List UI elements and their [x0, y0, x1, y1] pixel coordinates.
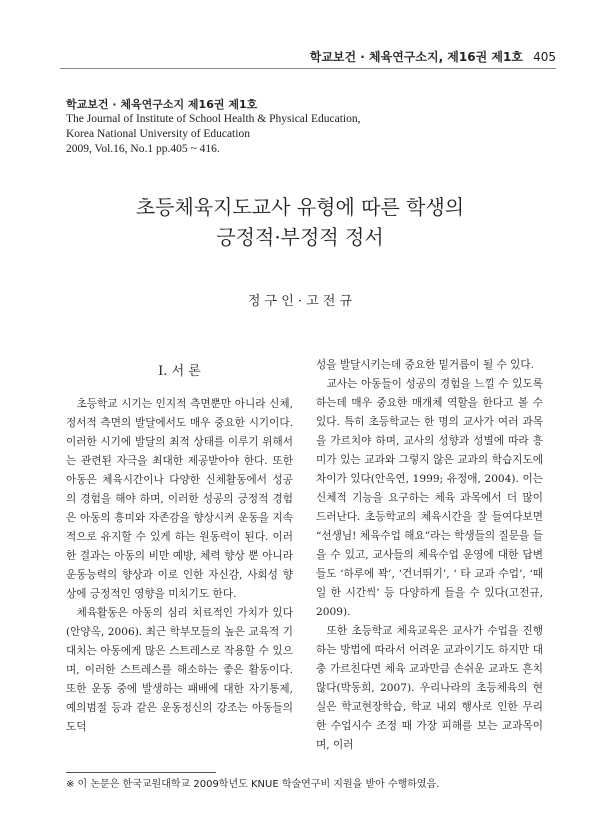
footnote: ※ 이 논문은 한국교원대학교 2009학년도 KNUE 학술연구비 지원을 받아 수행하였음. — [66, 779, 440, 790]
left-paragraph-2: 체육활동은 아동의 심리 치료적인 가치가 있다(안양옥, 2006). 최근 학부모들의 높은 교육적 기대치는 아동에게 많은 스트레스로 작용할 수 있으며, 이러한 스트레스를 해소하는 좋은 활동이다. 또한 운동 중에 발생하는 패배에 대한 자기통제, 예의범절 등과 같은 운동정신의 강조는 아동들의 도덕 — [66, 607, 293, 733]
right-column — [316, 356, 543, 755]
paper-title-line2: 긍정적·부정적 정서 — [216, 225, 384, 249]
paper-title-line1: 초등체육지도교사 유형에 따른 학생의 — [135, 195, 465, 219]
journal-info — [66, 97, 360, 157]
section-heading: Ⅰ. 서 론 — [158, 364, 201, 379]
header-divider — [60, 68, 556, 69]
authors: 정 구 인 · 고 전 규 — [247, 294, 353, 309]
paper-title — [0, 192, 600, 252]
journal-info-english-line1: The Journal of Institute of School Health & Physical Education, — [66, 113, 361, 125]
left-column — [66, 360, 293, 737]
right-paragraph-2: 교사는 아동들이 성공의 경험을 느낄 수 있도록 하는데 매우 중요한 매개체 역할을 한다고 볼 수 있다. 특히 초등학교는 한 명의 교사가 여러 과목을 가르치야 하며, 교사의 성향과 성별에 따라 흥미가 있는 교과와 그렇지 않은 교과의 학습지도에 차이가 있다(안옥연, 1999; 유정애, 2004). 이는 신체적 기능을 요구하는 체육 과목에서 더 많이 드러난다. 초등학교의 체육시간을 잘 들여다보면 “선생님! 체육수업 해요”라는 학생들의 질문을 들을 수 있고, 교사들의 체육수업 운영에 대한 답변들도 ‘하루에 꽉’, ‘건너뛰기’, ‘ 타 교과 수업’, ‘때일 한 시간씩’ 등 다양하게 들을 수 있다(고전규, 2009). — [316, 378, 543, 618]
running-header — [310, 48, 556, 65]
running-header-journal: 학교보건 · 체육연구소지, 제16권 제1호 — [309, 50, 523, 64]
left-paragraph-1: 초등학교 시기는 인지적 측면뿐만 아니라 신체, 정서적 측면의 발달에서도 매우 중요한 시기이다. 이러한 시기에 발달의 최적 상태를 이루기 위해서는 관련된 자극을 최대한 제공받아야 한다. 또한 아동은 체육시간이나 다양한 신체활동에서 성공의 경험을 해야 하며, 이러한 성공의 긍정적 경험은 아동의 흥미와 자존감을 향상시켜 운동을 지속적으로 유지할 수 있게 하는 원동력이 된다. 이러한 결과는 아동의 비만 예방, 체력 향상 뿐 아니라 운동능력의 향상과 이로 인한 자신감, 사회성 향상에 긍정적인 영향을 미치기도 한다. — [66, 398, 293, 600]
journal-info-citation: 2009, Vol.16, No.1 pp.405 ~ 416. — [66, 143, 220, 155]
page-number: 405 — [533, 50, 556, 64]
right-paragraph-1: 성을 발달시키는데 중요한 밑거름이 될 수 있다. — [316, 359, 535, 371]
journal-info-korean: 학교보건 · 체육연구소지 제16권 제1호 — [66, 98, 258, 111]
right-paragraph-3: 또한 초등학교 체육교육은 교사가 수업을 진행하는 방법에 따라서 어려운 교과이기도 하지만 대충 가르친다면 체육 교과만큼 손쉬운 교과도 흔치 않다(박동희, 2007). 우리나라의 초등체육의 현실은 학교현장학습, 학교 내외 행사로 인한 무리한 수업시수 조정 때 가장 피해를 보는 교과목이며, 이러 — [316, 625, 543, 751]
footnote-divider — [66, 772, 216, 773]
journal-info-english-line2: Korea National University of Education — [66, 128, 250, 140]
